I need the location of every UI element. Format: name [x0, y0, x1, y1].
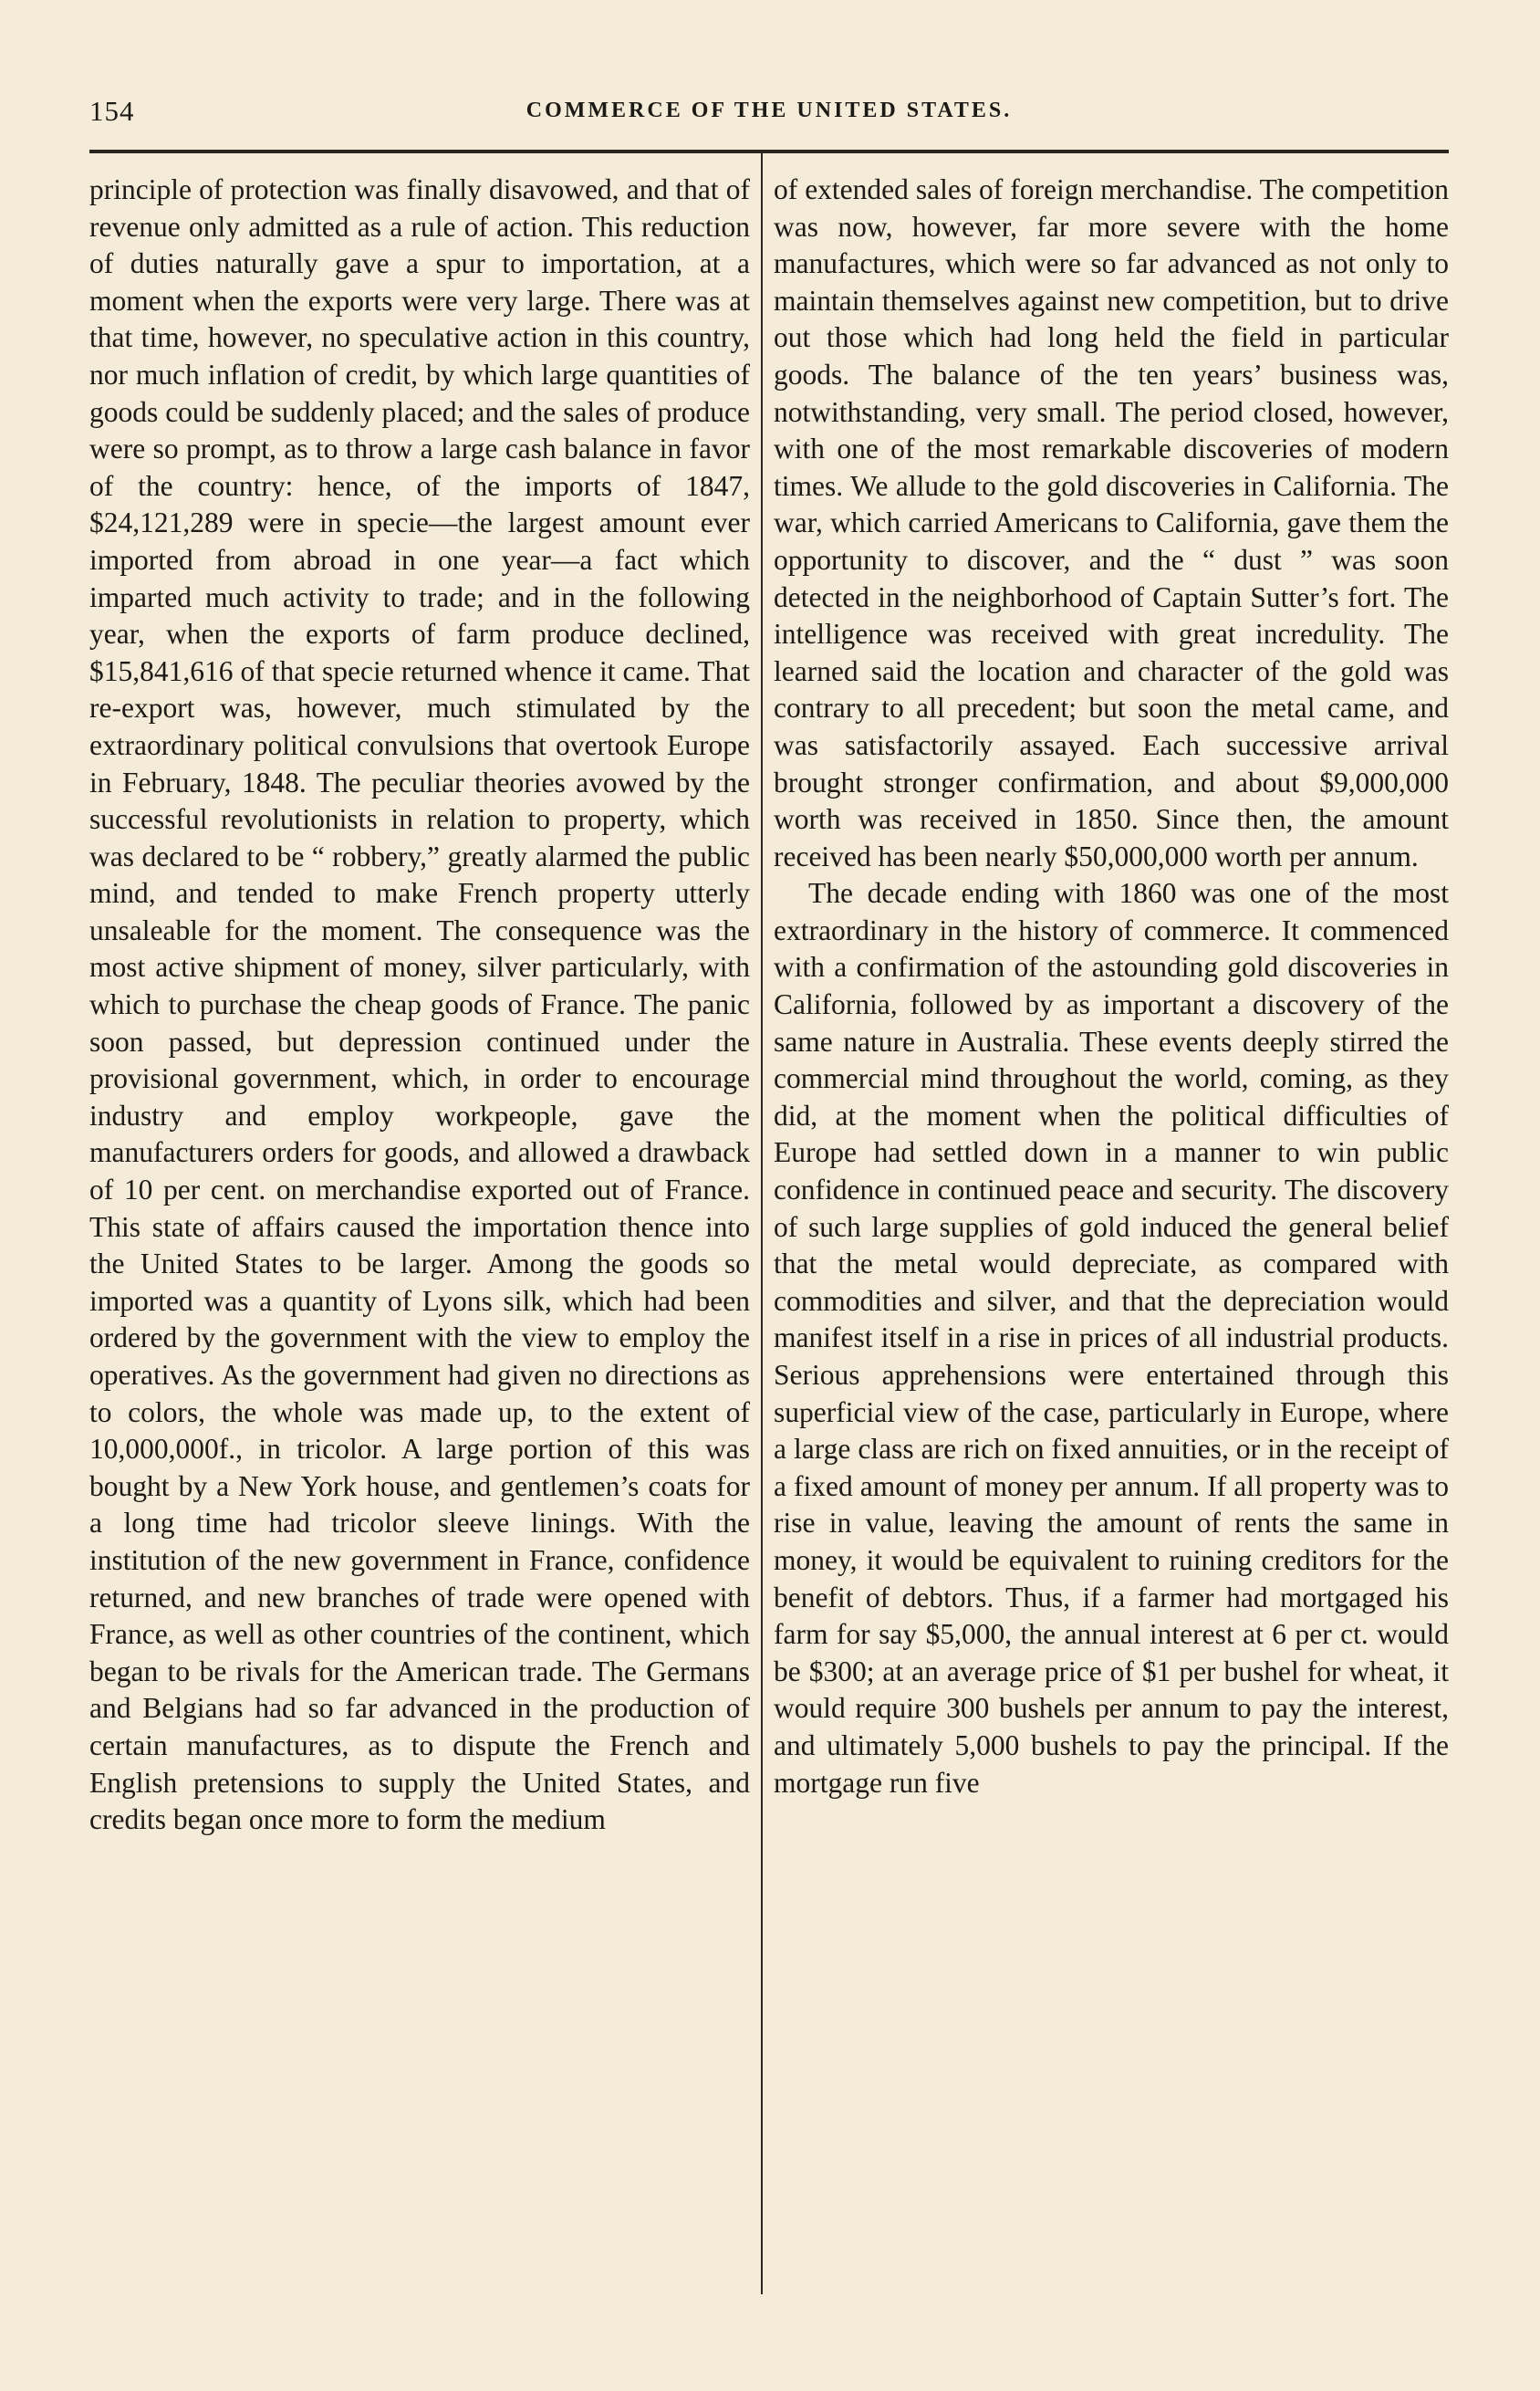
left-paragraph-1: principle of protection was finally disavowed, and that of revenue only admitted as a rule of action. This reduction of duties naturally gave a spur to importation, at a moment when the exports were very large. There was at that time, however, no speculative action in this country, nor much inflation of credit, by which large quantities of goods could be suddenly placed; and the sales of produce were so prompt, as to throw a large cash balance in favor of the country: hence, of the imports of 1847, $24,121,289 were in specie—the largest amount ever imported from abroad in one year—a fact which imparted much activity to trade; and in the following year, when the exports of farm produce declined, $15,841,616 of that specie returned whence it came. That re-export was, however, much stimulated by the extraordinary political convulsions that overtook Europe in February, 1848. The peculiar theories avowed by the successful revolutionists in relation to property, which was declared to be “ robbery,” greatly alarmed the public mind, and tended to make French property utterly unsaleable for the moment. The consequence was the most active shipment of money, silver particularly, with which to purchase the cheap goods of France. The panic soon passed, but depression continued under the provisional government, which, in order to encourage industry and employ workpeople, gave the manufacturers orders for goods, and allowed a drawback of 10 per cent. on merchandise exported out of France. This state of affairs caused the importation thence into the United States to be larger. Among the goods so imported was a quantity of Lyons silk, which had been ordered by the government with the view to employ the operatives. As the government had given no directions as to colors, the whole was made up, to the extent of 10,000,000f., in tricolor. A large portion of this was bought by a New York house, and gentlemen’s coats for a long time had tricolor sleeve linings. With the institution of the new government in France, confidence returned, and new branches of trade were opened with France, as well as other countries of the continent, which began to be rivals for the American trade. The Germans and Belgians had so far advanced in the production of certain manufactures, as to dispute the French and English pretensions to supply the United States, and credits began once more to form the medium	[89, 173, 750, 1836]
right-paragraph-2: The decade ending with 1860 was one of the most extraordinary in the history of commerce. It commenced with a confirmation of the astounding gold discoveries in California, followed by as important a discovery of the same nature in Australia. These events deeply stirred the commercial mind throughout the world, coming, as they did, at the moment when the political difficulties of Europe had settled down in a manner to win public confidence in continued peace and security. The discovery of such large supplies of gold induced the general belief that the metal would depreciate, as compared with commodities and silver, and that the depreciation would manifest itself in a rise in prices of all industrial products. Serious apprehensions were entertained through this superficial view of the case, particularly in Europe, where a large class are rich on fixed annuities, or in the receipt of a fixed amount of money per annum. If all property was to rise in value, leaving the amount of rents the same in money, it would be equivalent to ruining creditors for the benefit of debtors. Thus, if a farmer had mortgaged his farm for say $5,000, the annual interest at 6 per ct. would be $300; at an average price of $1 per bushel for wheat, it would require 300 bushels per annum to pay the interest, and ultimately 5,000 bushels to pay the principal. If the mortgage run five	[774, 877, 1449, 1799]
right-column	[774, 172, 1449, 1801]
right-paragraph-1: of extended sales of foreign merchandise. The competition was now, however, far more severe with the home manufactures, which were so far advanced as not only to maintain themselves against new competition, but to drive out those which had long held the field in particular goods. The balance of the ten years’ business was, notwithstanding, very small. The period closed, however, with one of the most remarkable discoveries of modern times. We allude to the gold discoveries in California. The war, which carried Americans to California, gave them the opportunity to discover, and the “ dust ” was soon detected in the neighborhood of Captain Sutter’s fort. The intelligence was received with great incredulity. The learned said the location and character of the gold was contrary to all precedent; but soon the metal came, and was satisfactorily assayed. Each successive arrival brought stronger confirmation, and about $9,000,000 worth was received in 1850. Since then, the amount received has been nearly $50,000,000 worth per annum.	[774, 173, 1449, 872]
column-divider	[761, 151, 763, 2294]
left-column	[89, 172, 750, 1839]
page-header	[89, 95, 1449, 131]
page-number: 154	[89, 95, 135, 127]
running-head: COMMERCE OF THE UNITED STATES.	[525, 99, 1013, 122]
header-rule	[89, 150, 1449, 153]
